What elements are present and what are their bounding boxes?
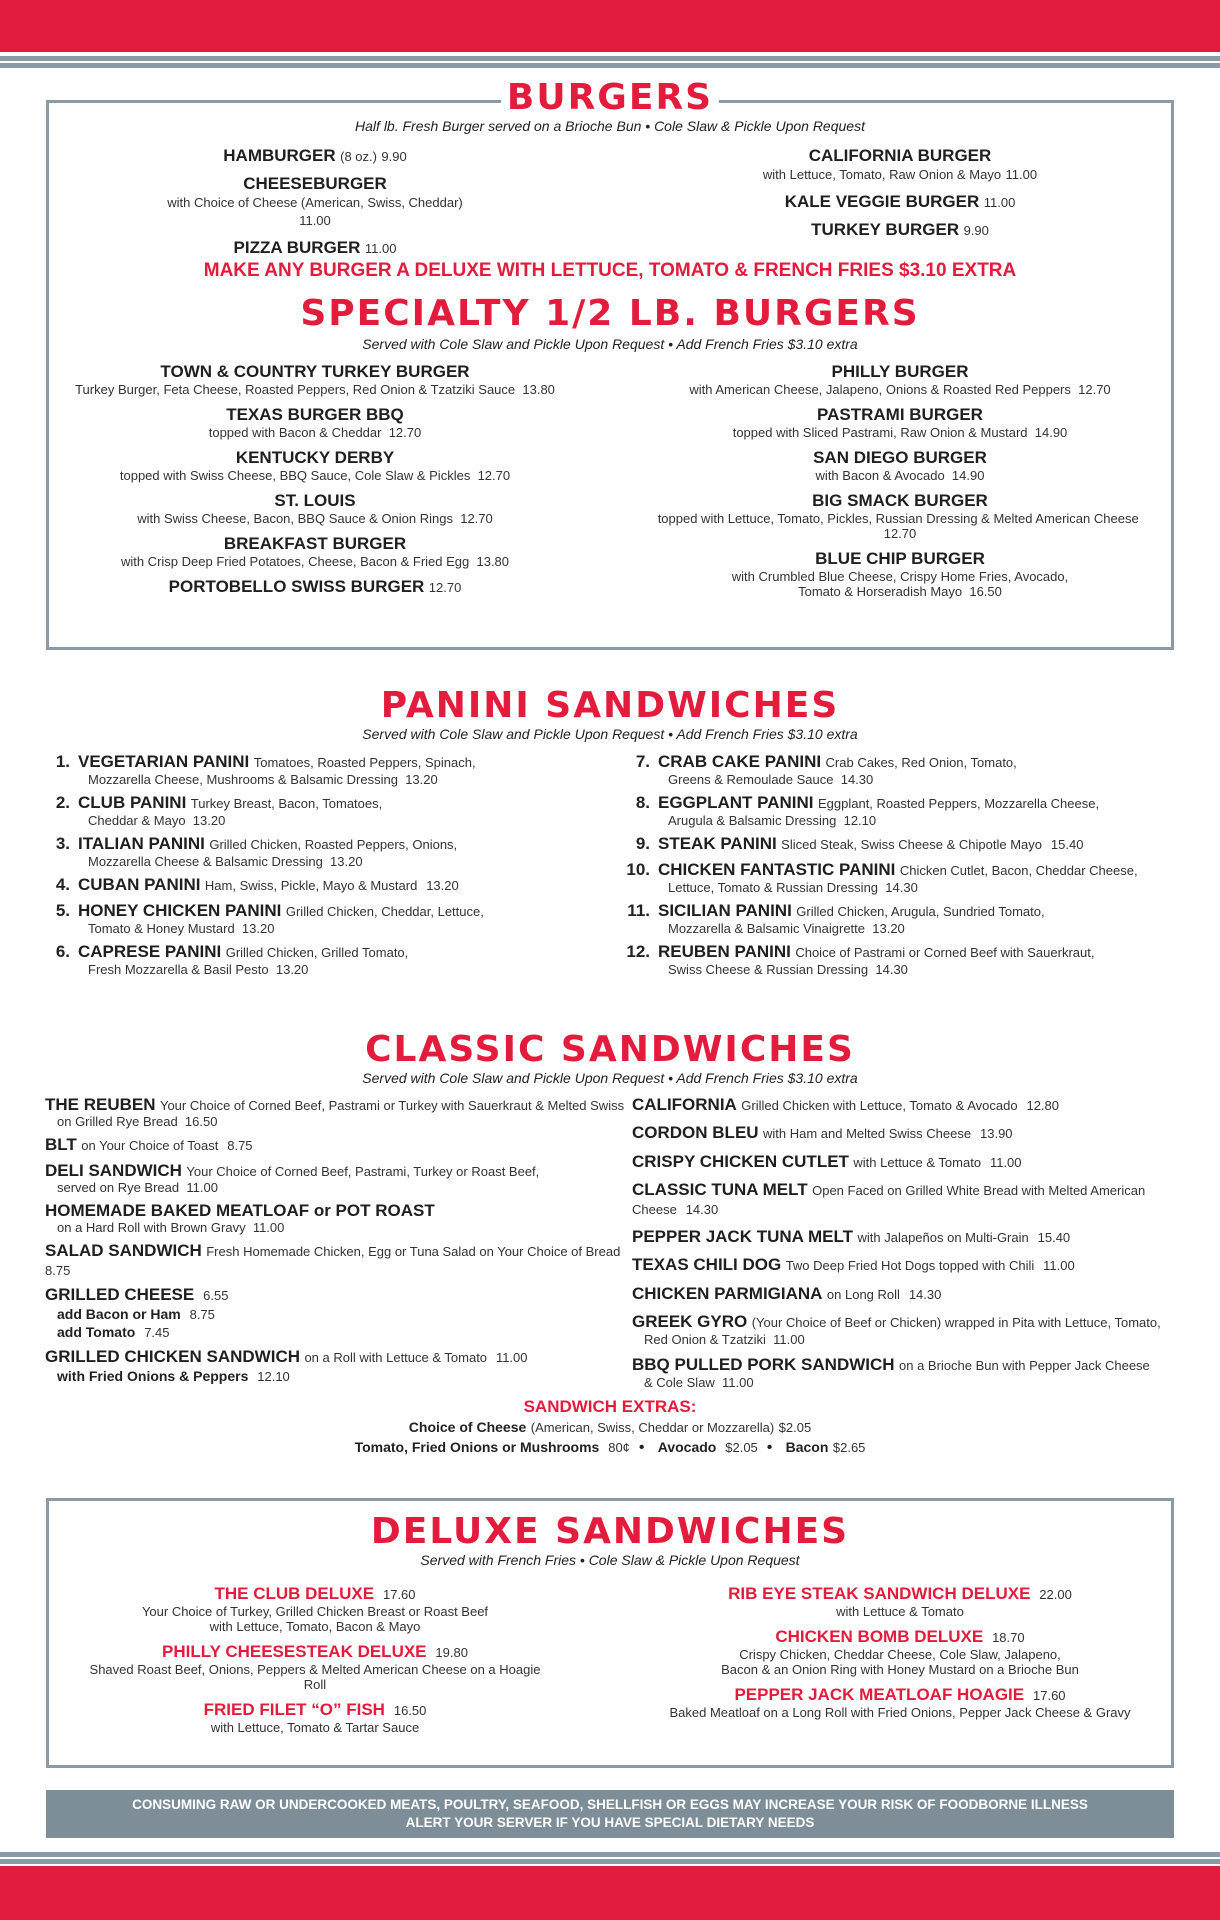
classic-item: BLT on Your Choice of Toast 8.75 [45,1135,253,1155]
menu-item: PIZZA BURGER 11.00 [233,238,397,257]
bottom-red-bar [0,1866,1220,1920]
panini-title: PANINI SANDWICHES [380,685,840,726]
extras-title: SANDWICH EXTRAS: [523,1397,697,1416]
classic-item: CALIFORNIA Grilled Chicken with Lettuce, Tomato & Avocado 12.80 [632,1095,1060,1114]
classic-item: DELI SANDWICH Your Choice of Corned Beef, Pastrami, Turkey or Roast Beef, served on Rye Bread 11.00 [45,1160,540,1196]
deluxe-title: DELUXE SANDWICHES [370,1511,850,1552]
deluxe-item: FRIED FILET “O” FISH 16.50 with Lettuce, Tomato & Tartar Sauce [203,1700,427,1735]
classic-item: SALAD SANDWICH Fresh Homemade Chicken, Egg or Tuna Salad on Your Choice of Bread 8.75 [45,1241,621,1278]
top-stripe-1 [0,56,1220,61]
menu-item: BLUE CHIP BURGER with Crumbled Blue Cheese, Crispy Home Fries, Avocado, Tomato & Horseradish Mayo 16.50 [731,549,1069,599]
panini-item: 2. CLUB PANINI Turkey Breast, Bacon, Tomatoes, Cheddar & Mayo 13.20 [55,793,383,828]
classic-item: PEPPER JACK TUNA MELT with Jalapeños on Multi-Grain 15.40 [632,1226,1071,1246]
menu-item: TURKEY BURGER 9.90 [811,220,989,239]
panini-subtitle: Served with Cole Slaw and Pickle Upon Request • Add French Fries $3.10 extra [362,726,858,742]
classic-left-col [45,1095,625,1391]
panini-right-col [620,752,1180,983]
deluxe-upgrade-note: MAKE ANY BURGER A DELUXE WITH LETTUCE, TOMATO & FRENCH FRIES $3.10 EXTRA [203,260,1017,281]
specialty-left-col [70,362,560,605]
extras-line-2: Tomato, Fried Onions or Mushrooms 80¢ • Avocado $2.05 • Bacon $2.65 [354,1439,866,1456]
menu-item: BIG SMACK BURGER topped with Lettuce, Tomato, Pickles, Russian Dressing & Melted American Cheese 12.70 [657,491,1139,541]
menu-item: KALE VEGGIE BURGER 11.00 [784,192,1016,211]
classic-item: HOMEMADE BAKED MEATLOAF or POT ROAST on a Hard Roll with Brown Gravy 11.00 [45,1201,435,1236]
menu-item: ST. LOUIS with Swiss Cheese, Bacon, BBQ Sauce & Onion Rings 12.70 [137,491,493,526]
classic-subtitle: Served with Cole Slaw and Pickle Upon Request • Add French Fries $3.10 extra [362,1070,858,1086]
panini-item: 8. EGGPLANT PANINI Eggplant, Roasted Peppers, Mozzarella Cheese, Arugula & Balsamic Dressing 12.10 [635,793,1100,828]
classic-item: CHICKEN PARMIGIANA on Long Roll 14.30 [632,1283,942,1303]
deluxe-item: CHICKEN BOMB DELUXE 18.70 Crispy Chicken, Cheddar Cheese, Cole Slaw, Jalapeno, Bacon & an Onion Ring with Honey Mustard on a Brioche Bun [721,1627,1079,1677]
classic-item: CLASSIC TUNA MELT Open Faced on Grilled White Bread with Melted American Cheese 14.30 [632,1180,1146,1217]
specialty-title: SPECIALTY 1/2 LB. BURGERS [300,293,920,334]
menu-item: PHILLY BURGER with American Cheese, Jalapeno, Onions & Roasted Red Peppers 12.70 [689,362,1111,397]
menu-item: BREAKFAST BURGER with Crisp Deep Fried Potatoes, Cheese, Bacon & Fried Egg 13.80 [120,534,510,569]
classic-right-col [632,1095,1192,1396]
deluxe-item: PHILLY CHEESESTEAK DELUXE 19.80 Shaved Roast Beef, Onions, Peppers & Melted American Cheese on a Hoagie Roll [89,1642,541,1692]
deluxe-left-col [80,1584,550,1743]
deluxe-item: RIB EYE STEAK SANDWICH DELUXE 22.00 with Lettuce & Tomato [728,1584,1072,1619]
panini-left-col [40,752,600,983]
bottom-stripe-1 [0,1852,1220,1857]
specialty-right-col [645,362,1155,607]
menu-item: CALIFORNIA BURGER with Lettuce, Tomato, Raw Onion & Mayo 11.00 [762,146,1038,182]
extras-line-1: Choice of Cheese (American, Swiss, Cheddar or Mozzarella) $2.05 [408,1419,812,1435]
classic-item: THE REUBEN Your Choice of Corned Beef, Pastrami or Turkey with Sauerkraut & Melted Swiss on Grilled Rye Bread 16.50 [45,1095,625,1130]
classic-item: CRISPY CHICKEN CUTLET with Lettuce & Tomato 11.00 [632,1151,1022,1171]
panini-item: 3. ITALIAN PANINI Grilled Chicken, Roasted Peppers, Onions, Mozzarella Cheese & Balsamic Dressing 13.20 [55,834,458,869]
warning-line-1: CONSUMING RAW OR UNDERCOOKED MEATS, POULTRY, SEAFOOD, SHELLFISH OR EGGS MAY INCREASE YOUR RISK OF FOODBORNE ILLNESS [132,1797,1088,1812]
panini-item: 6. CAPRESE PANINI Grilled Chicken, Grilled Tomato, Fresh Mozzarella & Basil Pesto 13.20 [55,942,409,977]
panini-item: 5. HONEY CHICKEN PANINI Grilled Chicken, Cheddar, Lettuce, Tomato & Honey Mustard 13.20 [55,901,484,936]
menu-item: SAN DIEGO BURGER with Bacon & Avocado 14.90 [813,448,987,483]
panini-item: 11. SICILIAN PANINI Grilled Chicken, Arugula, Sundried Tomato, Mozzarella & Balsamic Vinaigrette 13.20 [627,901,1045,936]
allergy-warning-banner [46,1790,1174,1838]
classic-title: CLASSIC SANDWICHES [365,1029,855,1070]
menu-item: TEXAS BURGER BBQ topped with Bacon & Cheddar 12.70 [208,405,422,440]
panini-item: 1. VEGETARIAN PANINI Tomatoes, Roasted Peppers, Spinach, Mozzarella Cheese, Mushrooms & Balsamic Dressing 13.20 [55,752,476,787]
classic-item: BBQ PULLED PORK SANDWICH on a Brioche Bun with Pepper Jack Cheese & Cole Slaw 11.00 [632,1355,1150,1390]
classic-item-grilled-cheese: GRILLED CHEESE 6.55 add Bacon or Ham 8.75 add Tomato 7.45 [45,1285,229,1340]
deluxe-right-col [660,1584,1140,1728]
panini-item: 10. CHICKEN FANTASTIC PANINI Chicken Cutlet, Bacon, Cheddar Cheese, Lettuce, Tomato & Russian Dressing 14.30 [626,860,1138,895]
burgers-left-col [150,146,480,266]
classic-item-grilled-chicken: GRILLED CHICKEN SANDWICH on a Roll with Lettuce & Tomato 11.00 with Fried Onions & Peppers 12.10 [45,1347,528,1384]
deluxe-subtitle: Served with French Fries • Cole Slaw & Pickle Upon Request [420,1552,800,1568]
burgers-right-col [735,146,1065,248]
classic-item: GREEK GYRO (Your Choice of Beef or Chicken) wrapped in Pita with Lettuce, Tomato, Red Onion & Tzatziki 11.00 [632,1312,1161,1347]
warning-line-2: ALERT YOUR SERVER IF YOU HAVE SPECIAL DIETARY NEEDS [405,1815,815,1830]
menu-item: PASTRAMI BURGER topped with Sliced Pastrami, Raw Onion & Mustard 14.90 [732,405,1068,440]
burgers-subtitle: Half lb. Fresh Burger served on a Brioche Bun • Cole Slaw & Pickle Upon Request [355,118,865,134]
specialty-subtitle: Served with Cole Slaw and Pickle Upon Request • Add French Fries $3.10 extra [362,336,858,352]
bottom-stripe-2 [0,1859,1220,1864]
classic-item: CORDON BLEU with Ham and Melted Swiss Cheese 13.90 [632,1123,1013,1143]
burgers-title-text: BURGERS [501,77,719,118]
burgers-title [0,77,1220,118]
menu-item: TOWN & COUNTRY TURKEY BURGER Turkey Burger, Feta Cheese, Roasted Peppers, Red Onion & Tzatziki Sauce 13.80 [75,362,555,397]
deluxe-item: THE CLUB DELUXE 17.60 Your Choice of Turkey, Grilled Chicken Breast or Roast Beef with Lettuce, Tomato, Bacon & Mayo [141,1584,489,1634]
panini-item: 9. STEAK PANINI Sliced Steak, Swiss Cheese & Chipotle Mayo 15.40 [635,834,1084,853]
menu-item: KENTUCKY DERBY topped with Swiss Cheese, BBQ Sauce, Cole Slaw & Pickles 12.70 [119,448,511,483]
classic-item: TEXAS CHILI DOG Two Deep Fried Hot Dogs topped with Chili 11.00 [632,1255,1075,1275]
sandwich-extras [0,1397,1220,1457]
top-red-bar [0,0,1220,52]
menu-item: PORTOBELLO SWISS BURGER 12.70 [168,577,462,596]
panini-item: 4. CUBAN PANINI Ham, Swiss, Pickle, Mayo & Mustard 13.20 [55,875,459,894]
top-stripe-2 [0,63,1220,68]
panini-item: 7. CRAB CAKE PANINI Crab Cakes, Red Onion, Tomato, Greens & Remoulade Sauce 14.30 [635,752,1017,787]
deluxe-item: PEPPER JACK MEATLOAF HOAGIE 17.60 Baked Meatloaf on a Long Roll with Fried Onions, Pepper Jack Cheese & Gravy [669,1685,1131,1720]
panini-item: 12. REUBEN PANINI Choice of Pastrami or Corned Beef with Sauerkraut, Swiss Cheese & Russian Dressing 14.30 [626,942,1095,977]
menu-item: CHEESEBURGER with Choice of Cheese (American, Swiss, Cheddar) 11.00 [167,174,463,228]
menu-item: HAMBURGER (8 oz.) 9.90 [223,146,407,165]
